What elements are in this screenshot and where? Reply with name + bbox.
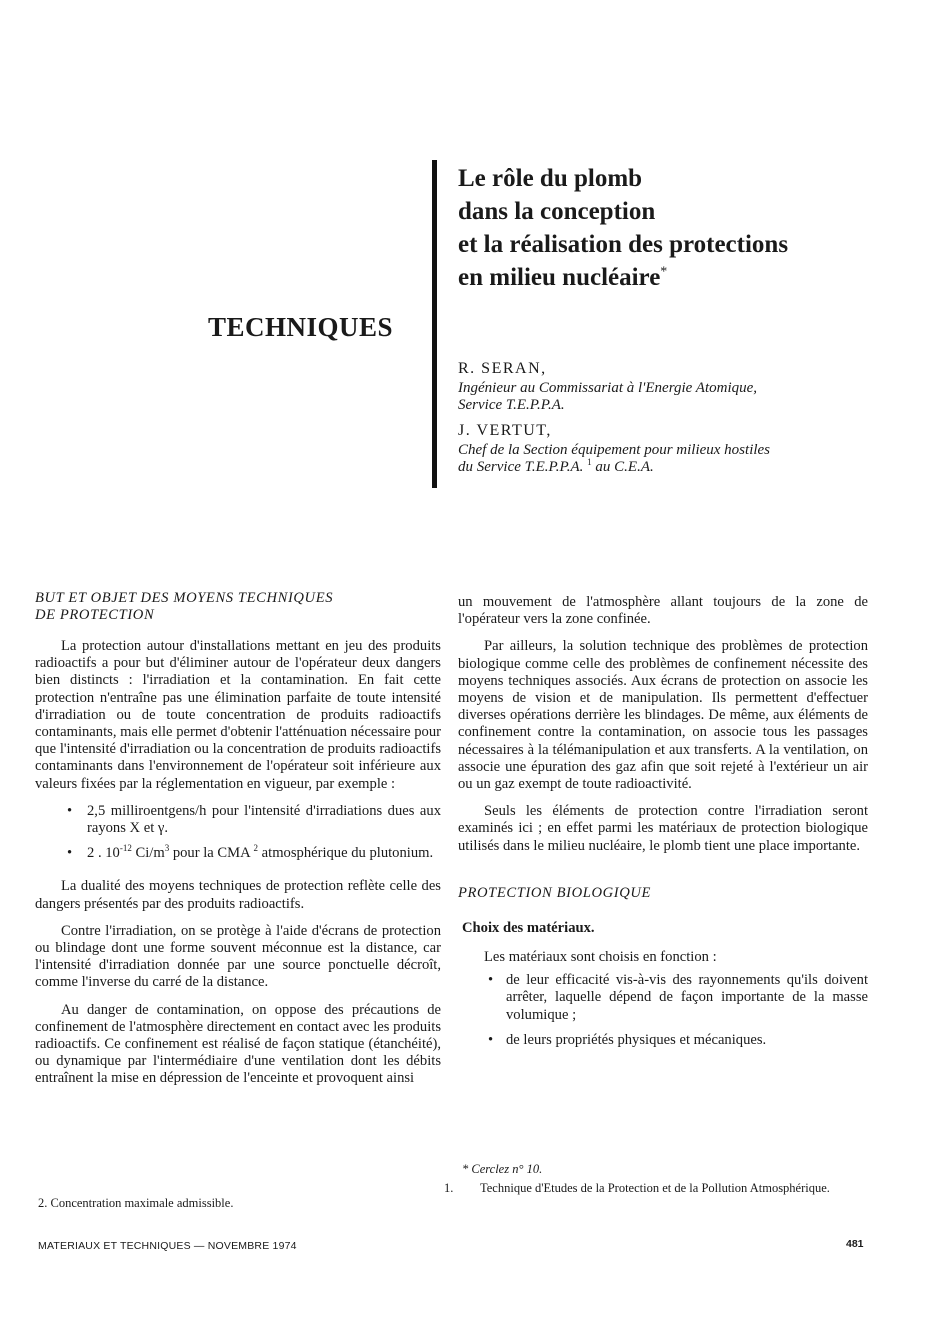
affiliation-text: au C.E.A. xyxy=(595,459,654,475)
bullet-icon: • xyxy=(488,972,494,989)
list-item xyxy=(458,1032,868,1049)
exponent: -12 xyxy=(119,843,132,854)
affiliation-text: du Service T.E.P.P.A. xyxy=(458,459,584,475)
footnote: 2. Concentration maximale admissible. xyxy=(38,1196,234,1210)
list-item-text: de leurs propriétés physiques et mécaniques. xyxy=(506,1031,767,1048)
footnote xyxy=(444,1181,838,1196)
footnote-ref: 1 xyxy=(587,457,592,467)
article-title xyxy=(458,162,878,294)
subsection-heading: Choix des matériaux. xyxy=(462,919,595,936)
paragraph: Les matériaux sont choisis en fonction : xyxy=(484,949,717,966)
list-item-text: 2 . 10 xyxy=(87,845,120,862)
footnote-ref: 2 xyxy=(253,843,259,854)
right-column xyxy=(458,594,868,1065)
exponent: 3 xyxy=(164,843,170,854)
list-item-text: 2,5 milliroentgens/h pour l'intensité d'irradiations dues aux rayons X et γ. xyxy=(87,802,441,837)
author-name: J. VERTUT, xyxy=(458,422,552,439)
footnote-text: Technique d'Etudes de la Protection et de la Pollution Atmosphérique. xyxy=(480,1181,830,1195)
footnote-number: 1. xyxy=(444,1181,454,1195)
title-line-text: en milieu nucléaire xyxy=(458,264,661,291)
author-affiliation xyxy=(458,442,870,476)
title-line: Le rôle du plomb xyxy=(458,165,643,192)
left-column xyxy=(35,590,441,1098)
paragraph: Contre l'irradiation, on se protège à l'aide d'écrans de protection ou blindage dont une forme souvent méconnue est la distance, car l'intensité d'irradiation donnée par une source ponctuelle décroît, comme l'inverse du carré de la distance. xyxy=(35,922,441,991)
paragraph: un mouvement de l'atmosphère allant toujours de la zone de l'opérateur vers la zone confinée. xyxy=(458,594,868,628)
heading-line: DE PROTECTION xyxy=(35,607,155,623)
paragraph: La dualité des moyens techniques de protection reflète celle des dangers présentés par des produits radioactifs. xyxy=(35,878,441,912)
list-item xyxy=(35,845,441,862)
list-item-text: pour la CMA xyxy=(169,845,250,862)
affiliation-line: Ingénieur au Commissariat à l'Energie Atomique, xyxy=(458,380,758,396)
section-heading: PROTECTION BIOLOGIQUE xyxy=(458,884,651,901)
bullet-icon: • xyxy=(67,802,73,819)
bullet-icon: • xyxy=(488,1031,494,1048)
list-item-text: atmosphérique du plutonium. xyxy=(258,845,434,862)
paragraph: Par ailleurs, la solution technique des problèmes de protection biologique comme celle des problèmes de confinement nécessite des moyens techniques associés. Aux écrans de protection on associe les moyens de vision et de manipulation. Ils permettent d'effectuer diverses opérations derrière les blindages. De même, aux éléments de confinement contre la contamination, on associe tous les passages nécessaires à la télémanipulation et aux transferts. A la ventilation, on associe une épuration des gaz afin que soit rejeté à l'extérieur un air ou un gaz exempt de toute radioactivité. xyxy=(458,638,868,793)
title-rule xyxy=(432,160,437,488)
paragraph: Seuls les éléments de protection contre l'irradiation seront examinés ici ; en effet parmi les matériaux de protection biologique utilisés dans le milieu nucléaire, le plomb tient une place importante. xyxy=(458,803,868,854)
paragraph: Au danger de contamination, on oppose des précautions de confinement de l'atmosphère directement en contact avec les produits radioactifs. Ce confinement est réalisé de façon statique (étanchéité), ou dynamique par l'intermédiaire d'une ventilation dont les débits entraînent la mise en dépression de l'enceinte et provoquent ainsi xyxy=(35,1001,441,1087)
section-label: TECHNIQUES xyxy=(208,312,394,342)
section-heading xyxy=(35,590,441,624)
authors-block xyxy=(458,358,870,482)
footnotes xyxy=(444,1162,838,1200)
bullet-icon: • xyxy=(67,845,73,862)
page-number: 481 xyxy=(846,1238,864,1250)
affiliation-line xyxy=(458,459,870,476)
list-item-text: de leur efficacité vis-à-vis des rayonnements qu'ils doivent arrêter, laquelle dépend de façon importante de la masse volumique ; xyxy=(506,972,868,1023)
paragraph: La protection autour d'installations mettant en jeu des produits radioactifs a pour but d'éliminer autour de l'opérateur deux dangers bien distincts : l'irradiation et la contamination. En fait cette protection n'entraîne pas une élimination parfaite de toute intensité d'irradiation ou de toute concentration de produits radioactifs contaminants, mais elle permet d'obtenir l'atténuation nécessaire pour que l'intensité d'irradiation ou la concentration de produits radioactifs contaminants dans l'environnement de l'opérateur soit inférieure aux valeurs fixées par la réglementation en vigueur, par exemple : xyxy=(35,638,441,792)
title-line: dans la conception xyxy=(458,198,656,225)
title-line: et la réalisation des protections xyxy=(458,231,789,258)
title-footnote-marker: * xyxy=(660,264,668,280)
affiliation-line: Chef de la Section équipement pour milieux hostiles xyxy=(458,442,771,458)
author-name: R. SERAN, xyxy=(458,360,547,377)
list-item xyxy=(458,972,868,1024)
list-item xyxy=(35,803,441,837)
bullet-list xyxy=(35,803,441,863)
heading-line: BUT ET OBJET DES MOYENS TECHNIQUES xyxy=(35,590,334,606)
footnote: * Cerclez n° 10. xyxy=(462,1162,543,1176)
title-line xyxy=(458,261,878,294)
author-affiliation xyxy=(458,380,870,414)
list-item-text: Ci/m xyxy=(131,845,165,862)
journal-footer: MATERIAUX ET TECHNIQUES — NOVEMBRE 1974 xyxy=(38,1240,297,1252)
bullet-list xyxy=(458,972,868,1049)
affiliation-line: Service T.E.P.P.A. xyxy=(458,397,565,413)
